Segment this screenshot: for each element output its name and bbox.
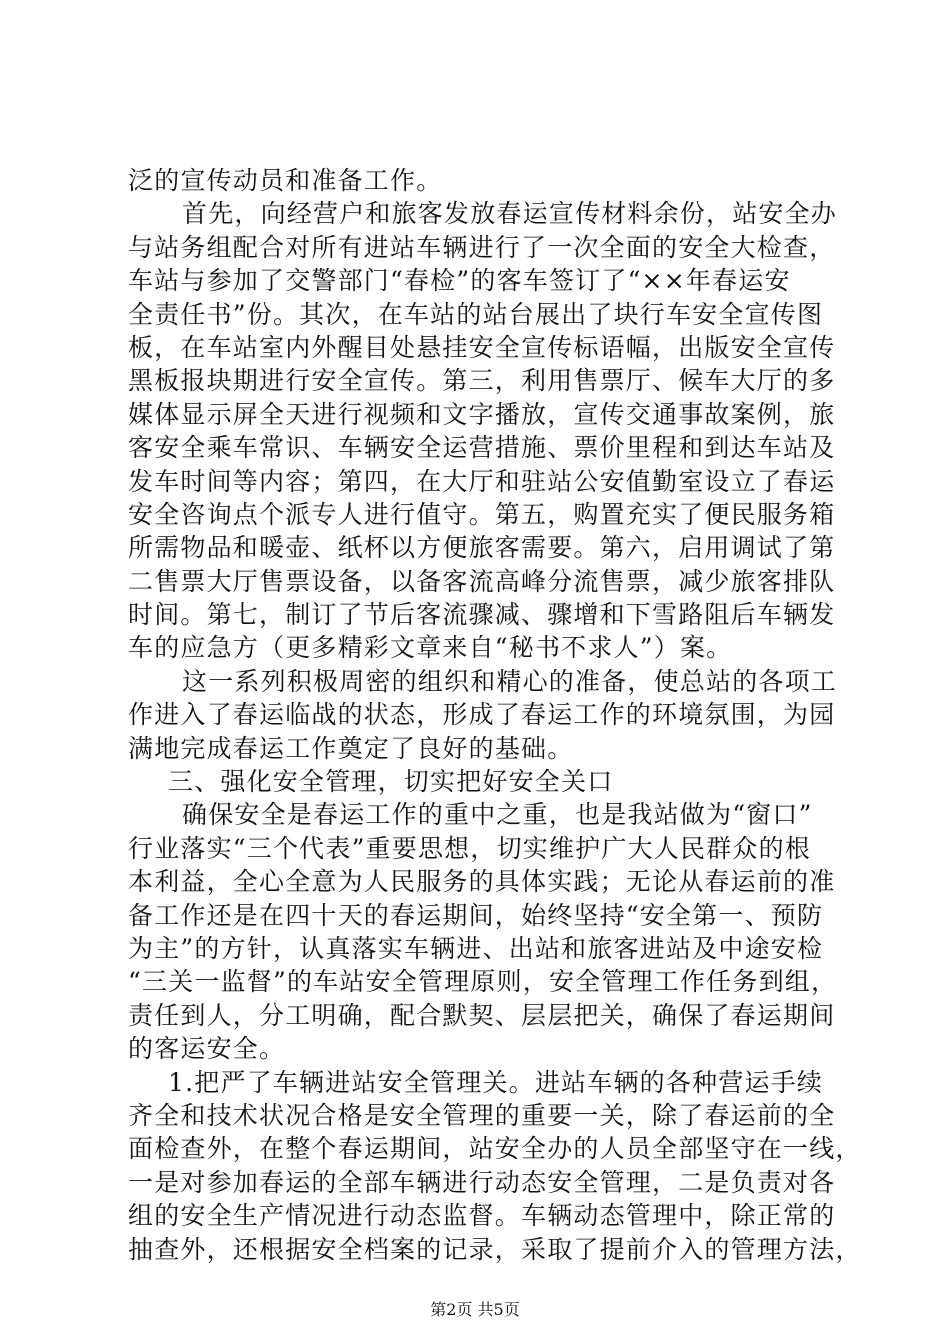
text-line: 车站与参加了交警部门“春检”的客车签订了“××年春运安 [128,266,791,296]
text-line: 安全咨询点个派专人进行值守。第五，购置充实了便民服务箱 [128,499,836,529]
text-line: 泛的宣传动员和准备工作。 [128,166,443,195]
text-line: 与站务组配合对所有进站车辆进行了一次全面的安全大检查， [128,232,836,262]
text-line: 车的应急方（更多精彩文章来自“秘书不求人”）案。 [128,633,733,663]
text-line: 备工作还是在四十天的春运期间，始终坚持“安全第一、预防 [128,900,824,930]
text-line: 为主”的方针，认真落实车辆进、出站和旅客进站及中途安检 [128,933,824,963]
text-line: 责任到人，分工明确，配合默契、层层把关，确保了春运期间 [128,1000,836,1030]
text-line: 全责任书”份。其次，在车站的站台展出了块行车安全宣传图 [128,299,824,329]
text-line: 组的安全生产情况进行动态监督。车辆动态管理中，除正常的 [128,1201,836,1231]
section-heading: 三、强化安全管理，切实把好安全关口 [168,767,614,797]
text-line: 发车时间等内容；第四，在大厅和驻站公安值勤室设立了春运 [128,466,836,496]
text-line: 满地完成春运工作奠定了良好的基础。 [128,733,574,763]
text-line: 齐全和技术状况合格是安全管理的重要一关，除了春运前的全 [128,1100,836,1130]
text-line: 首先，向经营户和旅客发放春运宣传材料余份，站安全办 [182,199,838,229]
text-line: 板，在车站室内外醒目处悬挂安全宣传标语幅，出版安全宣传 [128,332,836,362]
text-line: 媒体显示屏全天进行视频和文字播放，宣传交通事故案例，旅 [128,399,836,429]
text-line: 一是对参加春运的全部车辆进行动态安全管理，二是负责对各 [128,1167,836,1197]
text-line: 黑板报块期进行安全宣传。第三，利用售票厅、候车大厅的多 [128,366,836,396]
text-line: 客安全乘车常识、车辆安全运营措施、票价里程和到达车站及 [128,433,836,463]
page-number-footer: 第2页 共5页 [430,1300,520,1319]
text-line: 所需物品和暖壶、纸杯以方便旅客需要。第六，启用调试了第 [128,533,836,563]
text-line: 时间。第七，制订了节后客流骤减、骤增和下雪路阻后车辆发 [128,600,836,630]
text-line: 1.把严了车辆进站安全管理关。进站车辆的各种营运手续 [168,1067,824,1097]
text-line: 行业落实“三个代表”重要思想，切实维护广大人民群众的根 [128,833,811,863]
document-body [128,164,862,1266]
text-line: 面检查外，在整个春运期间，站安全办的人员全部坚守在一线， [128,1134,862,1164]
text-line: 这一系列积极周密的组织和精心的准备，使总站的各项工 [182,666,838,696]
text-line: 抽查外，还根据安全档案的记录，采取了提前介入的管理方法， [128,1234,862,1264]
text-line: 的客运安全。 [128,1034,286,1064]
text-line: 确保安全是春运工作的重中之重，也是我站做为“窗口” [182,800,813,830]
text-line: 作进入了春运临战的状态，形成了春运工作的环境氛围，为园 [128,700,836,730]
text-line: 本利益，全心全意为人民服务的具体实践；无论从春运前的准 [128,867,836,897]
text-line: 二售票大厅售票设备，以备客流高峰分流售票，减少旅客排队 [128,566,836,596]
text-line: “三关一监督”的车站安全管理原则，安全管理工作任务到组， [128,967,838,997]
